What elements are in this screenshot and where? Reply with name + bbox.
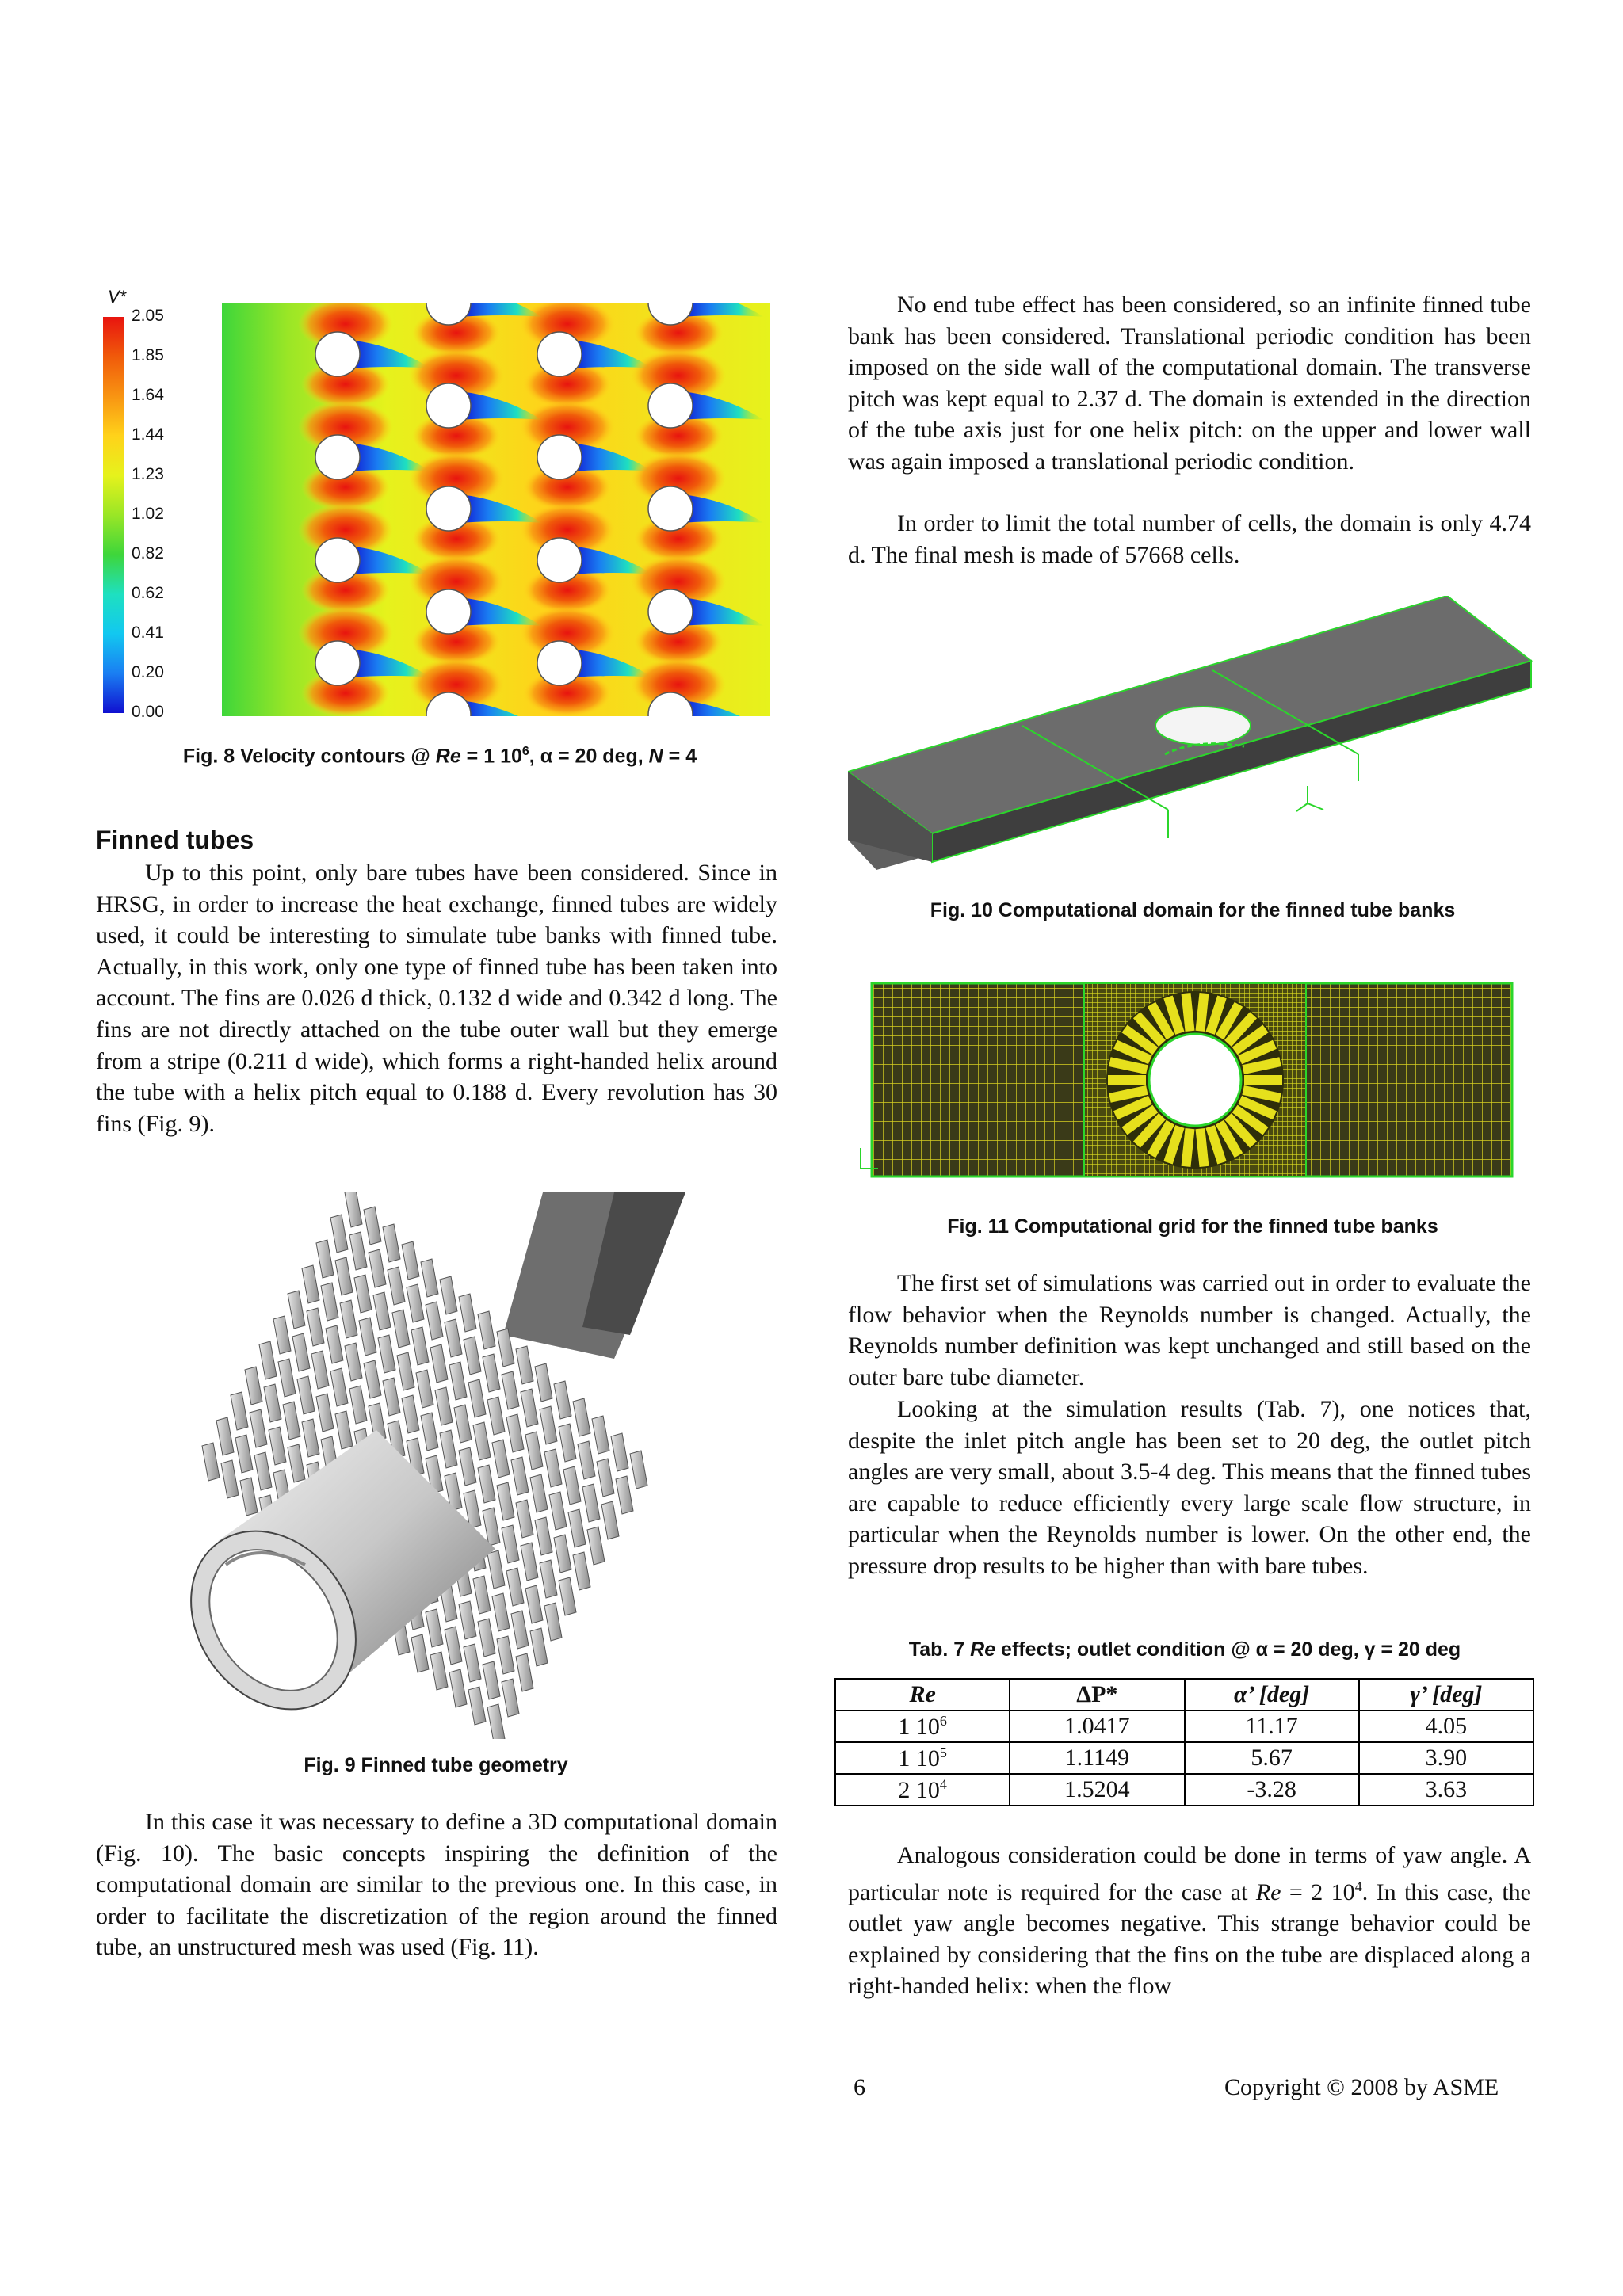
legend-swatch <box>103 594 124 634</box>
fin <box>235 1435 253 1473</box>
tube-cross-section <box>648 486 693 531</box>
fin <box>297 1376 315 1414</box>
fin <box>516 1653 533 1691</box>
fin <box>468 1687 486 1725</box>
tube-cross-section <box>315 332 360 376</box>
fin <box>326 1325 343 1363</box>
right-paragraph-2: In order to limit the total number of cells, the domain is only 4.74 d. The final mesh is made of 57668 cells. <box>848 510 1531 568</box>
fin <box>525 1432 543 1470</box>
fin <box>440 1430 457 1468</box>
fin <box>540 1406 557 1444</box>
fin <box>464 1644 481 1682</box>
tube-cross-section <box>648 589 693 634</box>
legend-label: 2.05 <box>132 307 164 325</box>
fin <box>468 1379 486 1417</box>
fig9-caption: Fig. 9 Finned tube geometry <box>304 1754 568 1776</box>
table-cell-dp: 1.5204 <box>1010 1774 1184 1806</box>
legend-label: 1.02 <box>132 505 164 523</box>
fin <box>611 1433 628 1471</box>
fin <box>544 1603 562 1641</box>
fin <box>516 1346 533 1384</box>
tab7-caption: Tab. 7 Re effects; outlet condition @ α = 20 deg, γ = 20 deg <box>908 1638 1461 1661</box>
table-cell-re: 1 $10^5$ <box>835 1742 1010 1774</box>
tube-cross-section <box>537 332 582 376</box>
fin <box>316 1240 334 1278</box>
table-cell-dp: 1.1149 <box>1010 1742 1184 1774</box>
tube-cross-section <box>426 383 471 428</box>
table-header-gamma: γ’ [deg] <box>1359 1679 1533 1711</box>
tube-cross-section <box>537 435 582 479</box>
finned-paragraph-1: Up to this point, only bare tubes have been considered. Since in HRSG, in order to increase the heat exchange, finned tubes are widely used, it could be interesting to simulate tube banks with finned tube. Actually, in this work, only one type of finned tube has been taken into account. The fins are 0.026 d thick, 0.132 d wide and 0.342 d long. The fins are not directly attached on the tube outer wall but they emerge from a stripe (0.211 d wide), which forms a right-handed helix around the tube with a helix pitch equal to 0.188 d. Every revolution has 30 fins (Fig. 9). <box>96 860 777 1137</box>
legend-label: 0.41 <box>132 624 164 642</box>
fin <box>449 1362 467 1400</box>
fin <box>459 1294 476 1332</box>
fin <box>540 1560 557 1598</box>
table-cell-alpha: 11.17 <box>1185 1711 1359 1742</box>
fin <box>259 1341 277 1379</box>
tube-cross-section <box>537 538 582 582</box>
fin <box>435 1387 453 1425</box>
legend-swatch <box>103 357 124 396</box>
fin <box>535 1363 552 1402</box>
fin <box>288 1444 305 1482</box>
fin <box>311 1351 329 1389</box>
tube-cross-section <box>537 641 582 685</box>
fin <box>335 1411 353 1449</box>
fin <box>511 1457 529 1495</box>
table-cell-dp: 1.0417 <box>1010 1711 1184 1742</box>
legend-swatch <box>103 436 124 475</box>
fin <box>616 1476 633 1514</box>
fin <box>273 1316 291 1354</box>
fin <box>388 1267 405 1305</box>
finned-paragraph-2: In this case it was necessary to define a 3D computational domain (Fig. 10). The basic concepts inspiring the definition of the computational domain are similar to the previous one. In this case, in order to facilitate the discretization of the region around the finned tube, an unstructured mesh was used (Fig. 11). <box>96 1809 777 1961</box>
fin <box>383 1378 400 1416</box>
fin <box>478 1619 495 1657</box>
fin <box>511 1611 529 1649</box>
fig9-finned-tube-drawing <box>170 1192 693 1739</box>
fin <box>473 1422 491 1460</box>
fin <box>369 1249 386 1287</box>
fin <box>559 1424 576 1462</box>
fin <box>302 1419 319 1457</box>
right-paragraph-5: Analogous consideration could be done in terms of yaw angle. A particular note is required for the case at Re = 2 $10^4$. In this case, the outlet yaw angle becomes negative. This strange behavior could be explained by considering that the fins on the tube are displaced along a right-handed helix: when the flow <box>848 1842 1531 2000</box>
fin <box>378 1335 395 1373</box>
legend-label: 1.85 <box>132 346 164 364</box>
fin <box>307 1308 324 1346</box>
fin <box>478 1311 495 1349</box>
fin <box>364 1207 381 1245</box>
table-cell-alpha: 5.67 <box>1185 1742 1359 1774</box>
fin <box>492 1593 510 1631</box>
fin <box>421 1413 438 1451</box>
fin <box>330 1215 348 1253</box>
fin <box>521 1543 538 1581</box>
fin <box>283 1402 300 1440</box>
fin <box>445 1319 462 1357</box>
fin <box>302 1265 319 1303</box>
legend-swatch <box>103 396 124 436</box>
fin <box>383 1224 400 1262</box>
fig8-legend <box>103 287 174 721</box>
fin <box>292 1333 310 1371</box>
legend-colorbar <box>103 307 174 721</box>
fin <box>521 1389 538 1427</box>
table-row <box>835 1774 1533 1806</box>
grid-fin <box>1244 1075 1282 1085</box>
fin <box>587 1527 605 1565</box>
fig8-caption: Fig. 8 Velocity contours @ Re = 1 $10^6$, α = 20 deg, N = 4 <box>182 745 697 768</box>
fin <box>601 1501 619 1539</box>
table-cell-gamma: 4.05 <box>1359 1711 1533 1742</box>
legend-label: 1.64 <box>132 386 164 404</box>
table-cell-re: 1 $10^6$ <box>835 1711 1010 1742</box>
legend-label: 1.23 <box>132 465 164 483</box>
fin <box>516 1500 533 1538</box>
right-paragraph-4: Looking at the simulation results (Tab. 7), one notices that, despite the inlet pitch angle has been set to 20 deg, the outlet pitch angles are very small, about 3.5-4 deg. This means that the finned tubes are capable to reduce efficiently every large scale flow structure, in particular when the Reynolds number is lower. On the other end, the pressure drop results to be higher than with bare tubes. <box>848 1396 1531 1579</box>
fin <box>563 1466 581 1505</box>
fin <box>487 1704 505 1739</box>
fin <box>454 1405 472 1443</box>
fig10-caption: Fig. 10 Computational domain for the finned tube banks <box>930 899 1456 921</box>
table-row <box>835 1711 1533 1742</box>
fin <box>554 1535 571 1573</box>
table-cell-gamma: 3.90 <box>1359 1742 1533 1774</box>
legend-swatch <box>103 515 124 555</box>
fin <box>549 1492 567 1530</box>
legend-swatch <box>103 555 124 594</box>
fin <box>502 1679 519 1717</box>
fin <box>573 1552 590 1590</box>
fin <box>316 1394 334 1432</box>
table-cell-gamma: 3.63 <box>1359 1774 1533 1806</box>
fig11-computational-grid <box>854 978 1514 1178</box>
table-header-re: Re <box>835 1679 1010 1711</box>
right-paragraph-3: The first set of simulations was carried out in order to evaluate the flow behavior when the Reynolds number is changed. Actually, the Reynolds number definition was kept unchanged and still based on the outer bare tube diameter. <box>848 1270 1531 1390</box>
right-paragraph-1: No end tube effect has been considered, so an infinite finned tube bank has been considered. Translational periodic condition has been imposed on the side wall of the computational domain. The transverse pitch was kept equal to 2.37 d. The domain is extended in the direction of the tube axis just for one helix pitch: on the upper and lower wall was again imposed a translational periodic condition. <box>848 292 1531 475</box>
table-cell-alpha: -3.28 <box>1185 1774 1359 1806</box>
fin <box>502 1525 519 1563</box>
legend-label: 0.20 <box>132 663 164 681</box>
fin <box>421 1259 438 1297</box>
tube-cross-section <box>315 435 360 479</box>
fin <box>202 1443 220 1481</box>
fin <box>402 1395 419 1433</box>
fin <box>392 1310 410 1348</box>
fin <box>445 1627 462 1665</box>
fin <box>349 1232 367 1270</box>
tab7-results-table <box>834 1678 1534 1806</box>
fin <box>497 1636 514 1674</box>
table-row <box>835 1742 1533 1774</box>
fin <box>373 1292 391 1330</box>
fin <box>278 1359 296 1397</box>
fin <box>530 1628 548 1666</box>
fin <box>335 1257 353 1295</box>
page-number: 6 <box>854 2074 865 2100</box>
fin <box>483 1354 500 1392</box>
fin <box>221 1460 239 1498</box>
fin <box>544 1449 562 1487</box>
fin <box>559 1577 576 1615</box>
fin <box>597 1459 614 1497</box>
fin <box>506 1568 524 1606</box>
fin <box>506 1414 524 1452</box>
fig8-velocity-contour-plot <box>222 303 770 716</box>
fin <box>525 1585 543 1623</box>
tube-cross-section <box>426 486 471 531</box>
fin <box>216 1417 234 1455</box>
fin <box>430 1344 448 1383</box>
fin <box>582 1484 600 1522</box>
fig11-caption: Fig. 11 Computational grid for the finned tube banks <box>947 1215 1438 1238</box>
fin <box>535 1517 552 1555</box>
fin <box>483 1661 500 1699</box>
legend-label: 0.62 <box>132 584 164 602</box>
table-header-alpha: α’ [deg] <box>1185 1679 1359 1711</box>
fin <box>330 1368 348 1406</box>
fin <box>554 1381 571 1419</box>
fin <box>345 1192 362 1227</box>
fin <box>530 1474 548 1512</box>
fin <box>340 1300 357 1338</box>
legend-swatch <box>103 475 124 515</box>
fin <box>354 1275 372 1313</box>
fin <box>402 1241 419 1280</box>
fin <box>487 1550 505 1589</box>
fin <box>345 1343 362 1381</box>
legend-label: 0.00 <box>132 703 164 721</box>
fin <box>411 1327 429 1365</box>
fin <box>411 1634 429 1672</box>
fin <box>497 1482 514 1520</box>
fin <box>592 1416 609 1454</box>
fin <box>407 1284 424 1322</box>
fin <box>250 1409 267 1447</box>
section-heading-finned-tubes: Finned tubes <box>96 826 254 854</box>
fin <box>578 1441 595 1479</box>
table-header-row <box>835 1679 1533 1711</box>
table-cell-re: 2 $10^4$ <box>835 1774 1010 1806</box>
fin <box>459 1447 476 1486</box>
fin <box>568 1509 586 1547</box>
fin <box>473 1576 491 1614</box>
tube-cross-section <box>648 383 693 428</box>
table-header-dp: ΔP* <box>1010 1679 1184 1711</box>
fin <box>240 1478 258 1516</box>
tube-cross-section <box>426 589 471 634</box>
fin <box>264 1384 281 1422</box>
fin <box>573 1398 590 1436</box>
fin <box>397 1352 414 1390</box>
fin <box>364 1360 381 1398</box>
fin <box>359 1318 376 1356</box>
tube-cross-section <box>315 538 360 582</box>
fin <box>502 1371 519 1409</box>
legend-swatch <box>103 317 124 357</box>
fin <box>321 1283 338 1321</box>
legend-label: 1.44 <box>132 425 164 444</box>
copyright-notice: Copyright © 2008 by ASME <box>1224 2074 1499 2100</box>
fin <box>269 1427 286 1465</box>
fin <box>464 1337 481 1375</box>
fin <box>449 1669 467 1707</box>
fin <box>478 1465 495 1503</box>
legend-swatch <box>103 634 124 673</box>
fin <box>288 1291 305 1329</box>
fin <box>630 1451 647 1489</box>
fin <box>426 1302 443 1340</box>
fin <box>492 1440 510 1478</box>
fin <box>416 1370 433 1408</box>
tube-cross-section <box>315 641 360 685</box>
fin <box>426 1609 443 1647</box>
fin <box>430 1652 448 1690</box>
fin <box>231 1392 248 1430</box>
legend-swatch <box>103 673 124 713</box>
fin <box>487 1397 505 1435</box>
fin <box>440 1276 457 1314</box>
legend-label: 0.82 <box>132 544 164 563</box>
legend-title: V* <box>108 287 127 307</box>
fin <box>459 1601 476 1639</box>
fin <box>349 1386 367 1424</box>
grid-fin <box>1108 1075 1146 1085</box>
fin <box>254 1452 272 1490</box>
fin <box>245 1367 262 1405</box>
fig10-computational-domain <box>848 596 1537 875</box>
